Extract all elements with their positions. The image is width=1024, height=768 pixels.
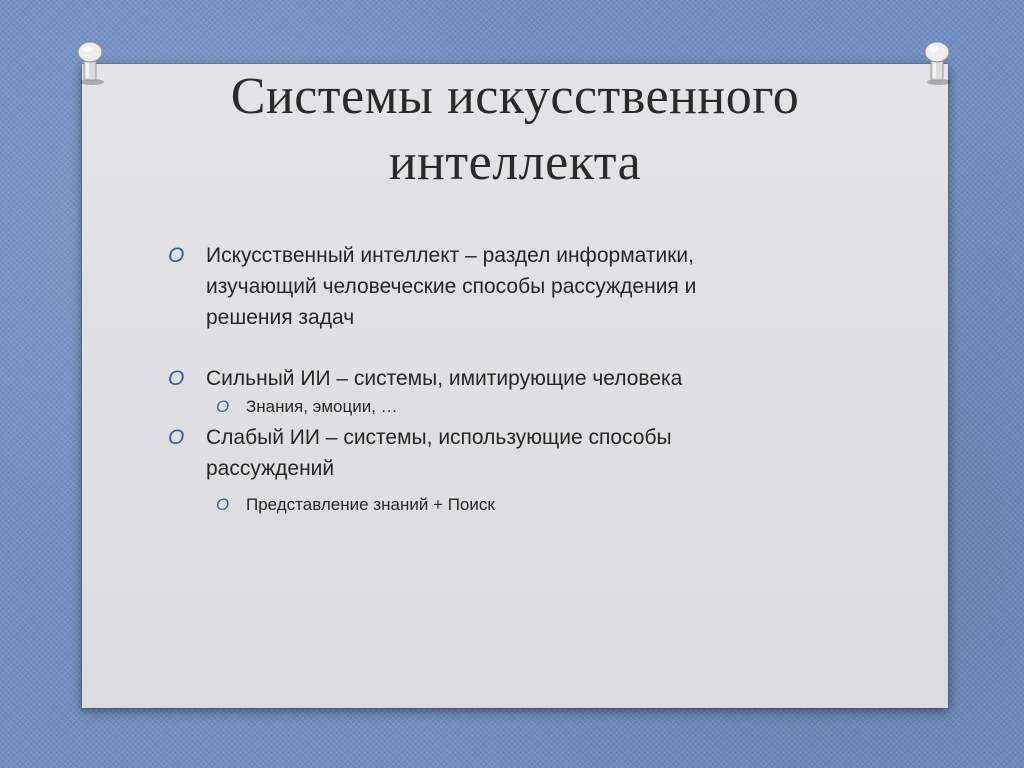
bullet-icon: O	[168, 244, 185, 267]
sub-bullet-icon: O	[216, 495, 230, 514]
bullet-icon: O	[168, 426, 185, 449]
bullet-text-line: изучающий человеческие способы рассуждения и	[206, 275, 697, 298]
sub-bullet-text: Знания, эмоции, …	[246, 397, 398, 416]
slide-title	[82, 64, 948, 196]
bullet-item-ai-definition	[168, 240, 908, 333]
bullet-text-line: Искусственный интеллект – раздел информатики,	[206, 244, 694, 267]
bullet-icon: O	[168, 367, 185, 390]
slide-title-line: интеллекта	[388, 134, 642, 191]
bullet-text-line: Слабый ИИ – системы, использующие способы	[206, 426, 672, 449]
bullet-text-line: Сильный ИИ – системы, имитирующие человека	[206, 367, 683, 390]
sub-bullet-item-strong-ai	[168, 394, 908, 420]
bullet-text-line: рассуждений	[206, 457, 335, 480]
sub-bullet-item-weak-ai	[168, 492, 908, 518]
sub-bullet-icon: O	[216, 397, 230, 416]
slide-title-line: Системы искусственного	[230, 68, 800, 125]
bullet-item-weak-ai	[168, 422, 908, 484]
sub-bullet-text: Представление знаний + Поиск	[246, 495, 495, 514]
bullet-item-strong-ai	[168, 363, 908, 394]
slide-content	[168, 240, 908, 518]
bullet-text-line: решения задач	[206, 306, 355, 329]
